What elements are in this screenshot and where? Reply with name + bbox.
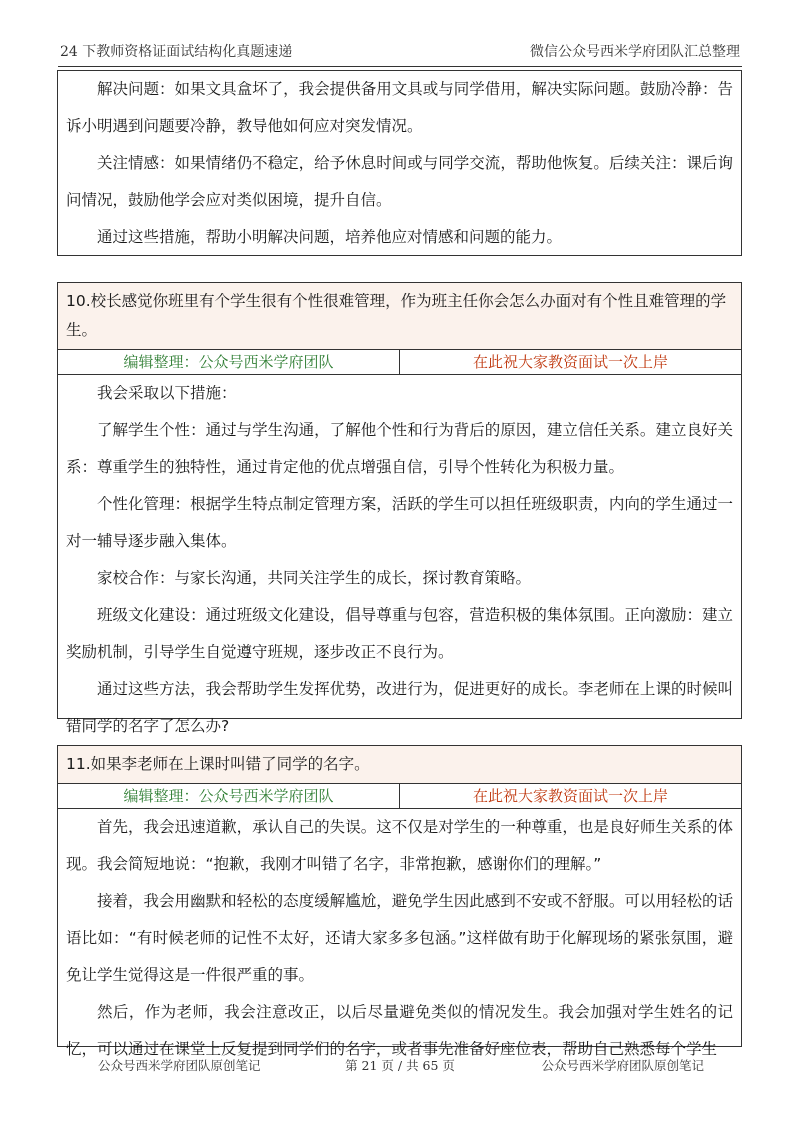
answer-body	[58, 375, 741, 751]
answer-paragraph: 我会采取以下措施：	[97, 384, 237, 402]
editor-wish: 在此祝大家教资面试一次上岸	[472, 787, 668, 805]
page-number: 第 21 页 / 共 65 页	[345, 1058, 455, 1073]
answer-paragraph: 了解学生个性：通过与学生沟通，了解他个性和行为背后的原因，建立信任关系。建立良好关系：尊重学生的独特性，通过肯定他的优点增强自信，引导个性转化为积极力量。	[66, 421, 733, 476]
answer-paragraph: 通过这些方法，我会帮助学生发挥优势，改进行为，促进更好的成长。李老师在上课的时候叫错同学的名字了怎么办?	[66, 680, 733, 735]
answer-paragraph: 首先，我会迅速道歉，承认自己的失误。这不仅是对学生的一种尊重，也是良好师生关系的体现。我会简短地说：“抱歉，我刚才叫错了名字，非常抱歉，感谢你们的理解。”	[66, 818, 733, 873]
answer-paragraph: 然后，作为老师，我会注意改正，以后尽量避免类似的情况发生。我会加强对学生姓名的记忆，可以通过在课堂上反复提到同学们的名字，或者事先准备好座位表，帮助自己熟悉每个学生	[66, 1003, 733, 1058]
question-box-11	[57, 745, 742, 1058]
footer-left: 公众号西米学府团队原创笔记	[98, 1058, 261, 1073]
footer-right: 公众号西米学府团队原创笔记	[541, 1058, 704, 1073]
answer-paragraph: 通过这些措施，帮助小明解决问题，培养他应对情感和问题的能力。	[97, 228, 563, 246]
page-header	[58, 36, 742, 67]
editor-row	[58, 350, 741, 375]
question-box-10	[57, 282, 742, 735]
answer-box-continued	[57, 70, 742, 256]
editor-credit: 编辑整理：公众号西米学府团队	[58, 784, 400, 808]
editor-credit: 编辑整理：公众号西米学府团队	[58, 350, 400, 374]
answer-paragraph: 家校合作：与家长沟通，共同关注学生的成长，探讨教育策略。	[97, 569, 532, 587]
answer-paragraph: 关注情感：如果情绪仍不稳定，给予休息时间或与同学交流，帮助他恢复。后续关注：课后询问情况，鼓励他学会应对类似困境，提升自信。	[66, 154, 733, 209]
header-source: 微信公众号西米学府团队汇总整理	[530, 44, 740, 60]
question-title: 10.校长感觉你班里有个学生很有个性很难管理，作为班主任你会怎么办面对有个性且难管理的学生。	[58, 283, 741, 350]
header-title: 24 下教师资格证面试结构化真题速递	[60, 44, 293, 60]
question-title: 11.如果李老师在上课时叫错了同学的名字。	[58, 746, 741, 784]
answer-body	[58, 71, 741, 262]
answer-paragraph: 班级文化建设：通过班级文化建设，倡导尊重与包容，营造积极的集体氛围。正向激励：建立奖励机制，引导学生自觉遵守班规，逐步改正不良行为。	[66, 606, 733, 661]
answer-body	[58, 809, 741, 1074]
editor-wish: 在此祝大家教资面试一次上岸	[472, 353, 668, 371]
editor-row	[58, 784, 741, 809]
answer-paragraph: 接着，我会用幽默和轻松的态度缓解尴尬，避免学生因此感到不安或不舒服。可以用轻松的话语比如：“有时候老师的记性不太好，还请大家多多包涵。”这样做有助于化解现场的紧张氛围，避免让学生觉得这是一件很严重的事。	[66, 892, 733, 984]
answer-paragraph: 个性化管理：根据学生特点制定管理方案，活跃的学生可以担任班级职责，内向的学生通过一对一辅导逐步融入集体。	[66, 495, 733, 550]
answer-paragraph: 解决问题：如果文具盒坏了，我会提供备用文具或与同学借用，解决实际问题。鼓励冷静：告诉小明遇到问题要冷静，教导他如何应对突发情况。	[66, 80, 733, 135]
